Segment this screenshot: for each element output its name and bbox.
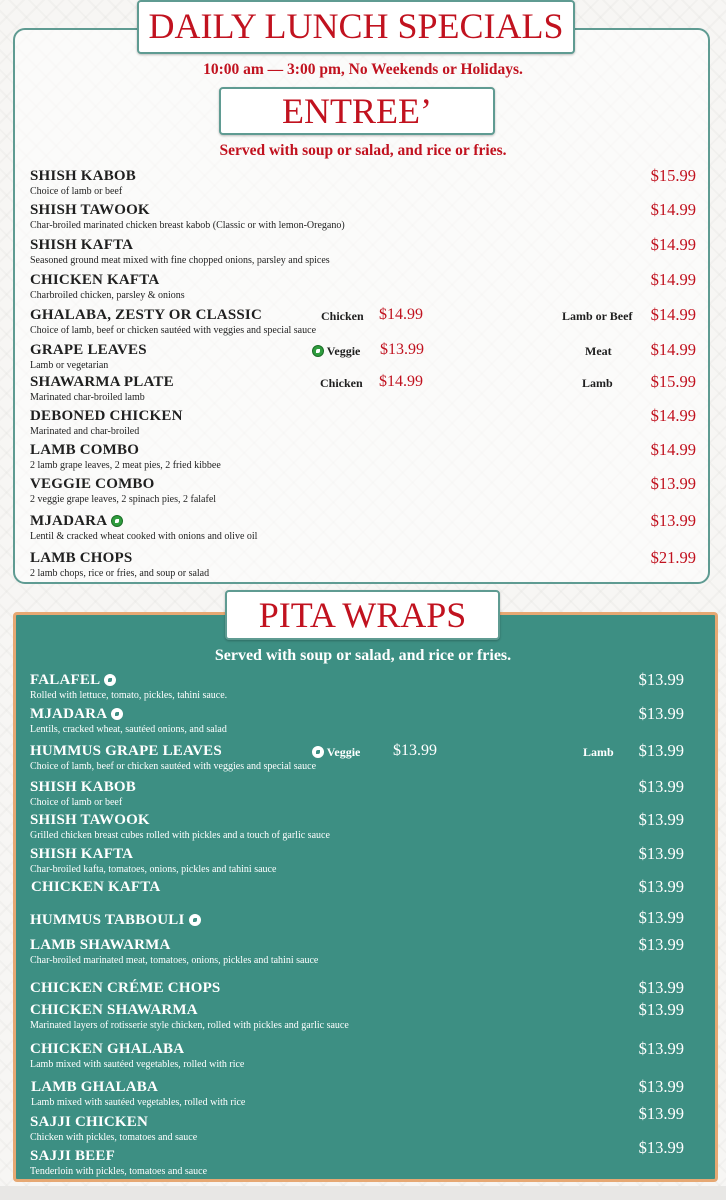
item-name: SHISH KABOB: [30, 779, 136, 795]
item-description: Choice of lamb, beef or chicken sautéed with veggies and special sauce: [30, 761, 317, 772]
item-name: GHALABA, ZESTY OR CLASSIC: [30, 307, 262, 323]
item-description: Rolled with lettuce, tomato, pickles, tahini sauce.: [30, 690, 228, 701]
item-name: SHAWARMA PLATE: [30, 374, 174, 390]
item-description: Grilled chicken breast cubes rolled with pickles and a touch of garlic sauce: [30, 830, 330, 841]
option-label: Meat: [585, 344, 612, 358]
menu-item: [30, 743, 710, 777]
item-price: $13.99: [638, 1104, 684, 1123]
vegan-leaf-icon: [111, 708, 123, 720]
item-description: 2 veggie grape leaves, 2 spinach pies, 2 falafel: [30, 494, 217, 505]
item-price: $14.99: [650, 406, 696, 425]
item-description: Charbroiled chicken, parsley & onions: [30, 290, 185, 301]
option-label: Lamb: [583, 745, 614, 759]
item-description: Char-broiled marinated meat, tomatoes, onions, pickles and tahini sauce: [30, 955, 319, 966]
item-name: LAMB COMBO: [30, 442, 140, 458]
item-name: HUMMUS GRAPE LEAVES: [30, 743, 222, 759]
option-price: $14.99: [379, 306, 423, 323]
item-price: $14.99: [650, 440, 696, 459]
item-name: SAJJI BEEF: [30, 1148, 115, 1164]
item-description: Choice of lamb or beef: [30, 797, 123, 808]
menu-item: [30, 706, 710, 740]
item-price: $14.99: [650, 270, 696, 289]
menu-item: [30, 442, 710, 476]
item-price: $13.99: [638, 844, 684, 863]
item-name: DEBONED CHICKEN: [30, 408, 183, 424]
item-price: $13.99: [638, 670, 684, 689]
option-label: Lamb or Beef: [562, 309, 633, 323]
item-price: $13.99: [638, 810, 684, 829]
item-price: $15.99: [650, 166, 696, 185]
vegan-leaf-icon: [111, 515, 123, 527]
item-name-text: HUMMUS TABBOULI: [30, 912, 185, 928]
entree-served-note: Served with soup or salad, and rice or fries.: [219, 142, 507, 159]
item-description: Marinated and char-broiled: [30, 426, 140, 437]
vegan-leaf-icon: [312, 345, 324, 357]
item-price: $14.99: [650, 305, 696, 324]
item-description: Lamb mixed with sautéed vegetables, rolled with rice: [31, 1097, 246, 1108]
item-price: $13.99: [638, 704, 684, 723]
item-description: Tenderloin with pickles, tomatoes and sauce: [30, 1166, 208, 1177]
menu-item: [30, 408, 710, 442]
item-description: Char-broiled marinated chicken breast kabob (Classic or with lemon-Oregano): [30, 220, 345, 231]
option-label: Chicken: [321, 309, 364, 323]
page-title: DAILY LUNCH SPECIALS: [137, 0, 575, 54]
item-price: $14.99: [650, 200, 696, 219]
item-price: $13.99: [638, 1138, 684, 1157]
menu-item: [30, 374, 710, 408]
option-price: $14.99: [379, 373, 423, 390]
page-bottom-edge: [0, 1186, 726, 1200]
item-description: Seasoned ground meat mixed with fine chopped onions, parsley and spices: [30, 255, 330, 266]
option-price: $13.99: [393, 742, 437, 759]
option-label: Chicken: [320, 376, 363, 390]
item-description: Lentil & cracked wheat cooked with onions and olive oil: [30, 531, 258, 542]
item-price: $15.99: [650, 372, 696, 391]
item-name: CHICKEN GHALABA: [30, 1041, 185, 1057]
item-name: LAMB GHALABA: [31, 1079, 158, 1095]
item-price: $13.99: [638, 1077, 684, 1096]
menu-item: [30, 779, 710, 813]
menu-item: [30, 846, 710, 880]
menu-item: [30, 272, 710, 306]
item-name: SHISH KAFTA: [30, 237, 134, 253]
menu-item: [30, 672, 710, 706]
item-name: [30, 706, 123, 723]
menu-item: [30, 1041, 710, 1075]
menu-item: [31, 1079, 711, 1113]
item-name: CHICKEN KAFTA: [30, 272, 160, 288]
menu-item: [30, 476, 710, 510]
item-price: $13.99: [638, 978, 684, 997]
option-label: Lamb: [582, 376, 613, 390]
option-label-text: Veggie: [326, 745, 361, 759]
item-description: 2 lamb grape leaves, 2 meat pies, 2 fried kibbee: [30, 460, 221, 471]
menu-item: [30, 237, 710, 271]
menu-item: [30, 550, 710, 584]
item-price: $13.99: [638, 908, 684, 927]
vegan-leaf-icon: [312, 746, 324, 758]
option-label: [308, 745, 360, 760]
item-description: 2 lamb chops, rice or fries, and soup or salad: [30, 568, 210, 579]
item-name-text: MJADARA: [30, 706, 108, 722]
menu-item: [30, 342, 710, 376]
menu-item: [30, 1104, 710, 1148]
option-label: [308, 344, 360, 359]
vegan-leaf-icon: [104, 674, 116, 686]
item-description: Choice of lamb, beef or chicken sautéed with veggies and special sauce: [30, 325, 317, 336]
item-price: $14.99: [650, 340, 696, 359]
menu-item: [30, 168, 710, 202]
option-price: $13.99: [380, 341, 424, 358]
item-description: Marinated layers of rotisserie style chicken, rolled with pickles and garlic sauce: [30, 1020, 349, 1031]
item-description: Choice of lamb or beef: [30, 186, 123, 197]
item-description: Marinated char-broiled lamb: [30, 392, 145, 403]
item-name: CHICKEN CRÉME CHOPS: [30, 980, 221, 996]
item-name: VEGGIE COMBO: [30, 476, 155, 492]
entree-heading: ENTREE’: [219, 87, 495, 135]
item-name: GRAPE LEAVES: [30, 342, 147, 358]
item-name: [30, 672, 116, 689]
item-name-text: FALAFEL: [30, 672, 101, 688]
pita-heading: PITA WRAPS: [225, 590, 500, 640]
item-name: CHICKEN SHAWARMA: [30, 1002, 198, 1018]
item-price: $13.99: [638, 877, 684, 896]
item-price: $13.99: [650, 474, 696, 493]
item-description: Chicken with pickles, tomatoes and sauce: [30, 1132, 198, 1143]
item-name: SHISH KAFTA: [30, 846, 134, 862]
item-price: $13.99: [638, 935, 684, 954]
menu-item: [30, 307, 710, 341]
hours-note: 10:00 am — 3:00 pm, No Weekends or Holidays.: [203, 61, 523, 78]
menu-item: [30, 513, 710, 547]
pita-served-note: Served with soup or salad, and rice or fries.: [214, 647, 512, 664]
item-description: Lamb or vegetarian: [30, 360, 109, 371]
item-name: SHISH KABOB: [30, 168, 136, 184]
item-name: CHICKEN KAFTA: [31, 879, 161, 895]
menu-item: [30, 812, 710, 846]
item-description: Lamb mixed with sautéed vegetables, rolled with rice: [30, 1059, 245, 1070]
item-name: LAMB CHOPS: [30, 550, 133, 566]
item-name-text: MJADARA: [30, 513, 108, 529]
item-price: $14.99: [650, 235, 696, 254]
menu-item: [30, 202, 710, 236]
item-price: $13.99: [638, 777, 684, 796]
item-name: LAMB SHAWARMA: [30, 937, 171, 953]
item-name: SAJJI CHICKEN: [30, 1114, 149, 1130]
item-price: $13.99: [638, 1039, 684, 1058]
menu-item: [30, 1138, 710, 1182]
item-name: SHISH TAWOOK: [30, 812, 150, 828]
item-description: Lentils, cracked wheat, sautéed onions, and salad: [30, 724, 227, 735]
item-price: $13.99: [638, 1000, 684, 1019]
option-label-text: Veggie: [326, 344, 361, 358]
menu-item: [30, 1002, 710, 1036]
item-name: [30, 912, 201, 929]
item-name: SHISH TAWOOK: [30, 202, 150, 218]
item-price: $13.99: [638, 741, 684, 760]
item-price: $21.99: [650, 548, 696, 567]
item-price: $13.99: [650, 511, 696, 530]
vegan-leaf-icon: [189, 914, 201, 926]
menu-item: [30, 937, 710, 971]
item-description: Char-broiled kafta, tomatoes, onions, pickles and tahini sauce: [30, 864, 277, 875]
item-name: [30, 513, 123, 530]
menu-item: [31, 879, 711, 913]
